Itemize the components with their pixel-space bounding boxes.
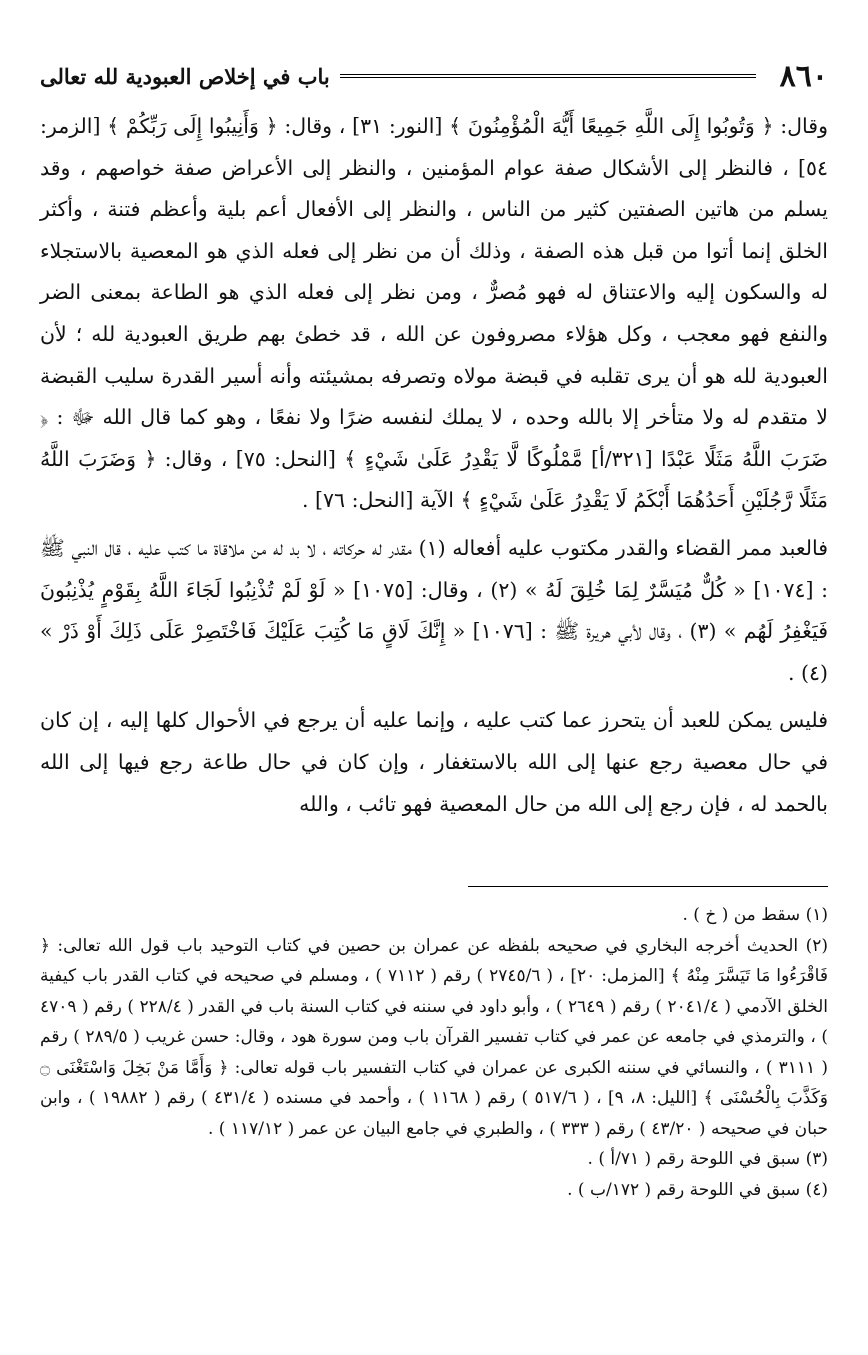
footnote-1: (١) سقط من ( خ ) . [682, 905, 828, 925]
page-header [40, 58, 828, 94]
footnote-separator [468, 886, 828, 887]
paragraph-2: فالعبد ممر القضاء والقدر مكتوب عليه أفعاله (١) مقدر له حركاته ، لا بد له من ملاقاة ما كتب عليه ، قال النبي ﷺ : [١٠٧٤] « كُلٌّ مُيَسَّرٌ لِمَا خُلِقَ لَهُ » (٢) ، وقال: [١٠٧٥] « لَوْ لَمْ تُذْنِبُوا لَجَاءَ اللَّهُ بِقَوْمٍ يُذْنِبُونَ فَيَغْفِرُ لَهُم » (٣) ، وقال لأبي هريرة ﷺ : [١٠٧٦] « إِنَّكَ لَاقٍ مَا كُتِبَ عَلَيْكَ فَاخْتَصِرْ عَلَى ذَلِكَ أَوْ ذَرْ » (٤) . [40, 535, 828, 685]
main-text [40, 106, 828, 831]
page-number: ٨٦٠ [779, 58, 828, 94]
footnote-3: (٣) سبق في اللوحة رقم ( ٧١/أ ) . [587, 1149, 828, 1169]
footnote-4: (٤) سبق في اللوحة رقم ( ١٧٢/ب ) . [567, 1179, 828, 1200]
footnotes [40, 900, 828, 1205]
paragraph-1: وقال: ﴿ وَتُوبُوا إِلَى اللَّهِ جَمِيعًا أَيُّهَ الْمُؤْمِنُونَ ﴾ [النور: ٣١] ، وقال: ﴿ وَأَنِيبُوا إِلَى رَبِّكُمْ ﴾ [الزمر: ٥٤] ، فالنظر إلى الأشكال صفة عوام المؤمنين ، والنظر إلى الأعراض صفة خواصهم ، وقد يسلم من هاتين الصفتين كثير من الناس ، والنظر إلى الأفعال أعم بلية وأعظم فتنة ، وأكثر الخلق إنما أتوا من قبل هذه الصفة ، وذلك أن من نظر إلى فعله الذي هو المعصية بالاستجلاء له والسكون إليه والاعتناق له فهو مُصرٌّ ، ومن نظر إلى فعله الذي هو الطاعة بمعنى الضر والنفع فهو معجب ، وكل هؤلاء مصروفون عن الله ، قد خطئ بهم طريق العبودية لله ؛ لأن العبودية لله هو أن يرى تقلبه في قبضة مولاه وتصرفه بمشيئته وأنه أسير القدرة سليب القبضة لا متقدم له ولا متأخر إلا بالله وحده ، لا يملك لنفسه ضرًا ولا نفعًا ، وهو كما قال الله ﷻ : ﴿ ضَرَبَ اللَّهُ مَثَلًا عَبْدًا [٣٢١/أ] مَّمْلُوكًا لَّا يَقْدِرُ عَلَىٰ شَيْءٍ ﴾ [النحل: ٧٥] ، وقال: ﴿ وَضَرَبَ اللَّهُ مَثَلًا رَّجُلَيْنِ أَحَدُهُمَا أَبْكَمُ لَا يَقْدِرُ عَلَىٰ شَيْءٍ ﴾ الآية [النحل: ٧٦] . [40, 114, 829, 513]
header-rule [340, 74, 756, 78]
paragraph-3: فليس يمكن للعبد أن يتحرز عما كتب عليه ، وإنما عليه أن يرجع في الأحوال كلها إليه ، إن كان في حال معصية رجع عنها إلى الله بالاستغفار ، وإن كان في حال طاعة رجع فيها إلى الله بالحمد له ، فإن رجع إلى الله من حال المعصية فهو تائب ، والله [40, 708, 828, 816]
running-title: باب في إخلاص العبودية لله تعالى [40, 63, 330, 89]
footnote-2: (٢) الحديث أخرجه البخاري في صحيحه بلفظه عن عمران بن حصين في كتاب التوحيد باب قول الله تعالى: ﴿ فَاقْرَءُوا مَا تَيَسَّرَ مِنْهُ ﴾ [المزمل: ٢٠] ، ( ٢٧٤٥/٦ ) رقم ( ٧١١٢ ) ، ومسلم في صحيحه في كتاب القدر باب كيفية الخلق الآدمي ( ٢٠٤١/٤ ) رقم ( ٢٦٤٩ ) ، وأبو داود في سننه في كتاب السنة باب في القدر ( ٢٢٨/٤ ) رقم ( ٤٧٠٩ ) ، والترمذي في جامعه عن عمر في كتاب تفسير القرآن باب ومن سورة هود ، وقال: حسن غريب ( ٢٨٩/٥ ) رقم ( ٣١١١ ) ، والنسائي في سننه الكبرى عن عمران في كتاب التفسير باب قوله تعالى: ﴿ وَأَمَّا مَنْ بَخِلَ وَاسْتَغْنَى ۝ وَكَذَّبَ بِالْحُسْنَى ﴾ [الليل: ٨، ٩] ، ( ٥١٧/٦ ) رقم ( ١١٦٨ ) ، وأحمد في مسنده ( ٤٣١/٤ ) رقم ( ١٩٨٨٢ ) ، وابن حبان في صحيحه ( ٤٣/٢٠ ) رقم ( ٣٣٣ ) ، والطبري في جامع البيان عن عمر ( ١١٧/١٢ ) . [40, 935, 829, 1139]
